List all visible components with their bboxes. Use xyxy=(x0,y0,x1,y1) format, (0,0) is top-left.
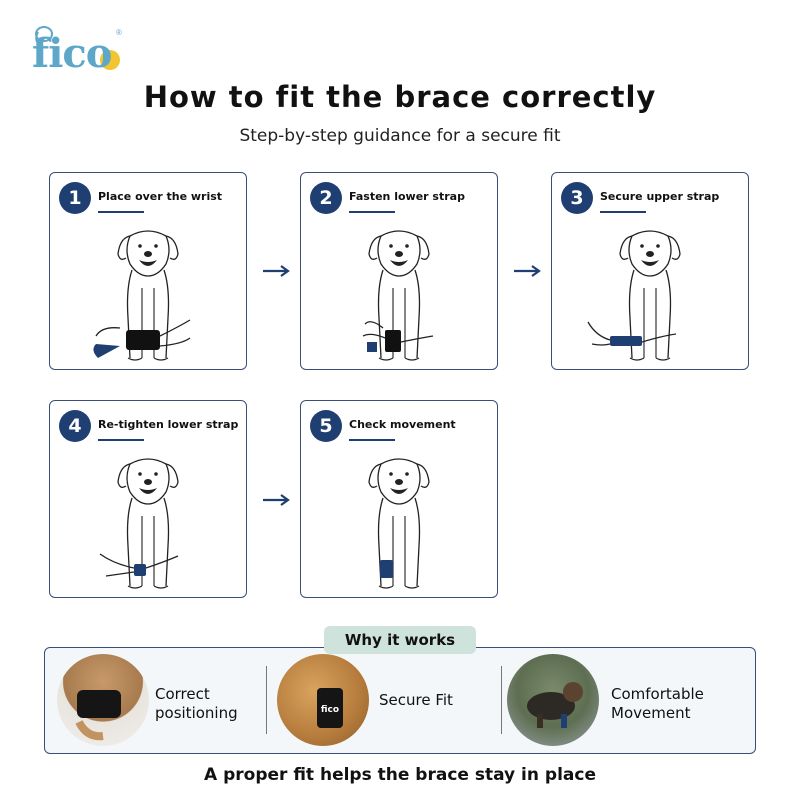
dog-brace-illustration xyxy=(552,218,748,368)
step-underline xyxy=(98,439,144,441)
page-subtitle: Step-by-step guidance for a secure fit xyxy=(239,126,561,146)
arrow-right-icon xyxy=(261,493,291,507)
footer-tagline: A proper fit helps the brace stay in place xyxy=(204,765,596,785)
logo-wordmark: fico xyxy=(32,30,112,77)
step-underline xyxy=(349,211,395,213)
why-item-secure-fit xyxy=(267,648,501,752)
step-number-badge: 2 xyxy=(310,182,342,214)
step-underline xyxy=(349,439,395,441)
dog-brace-illustration xyxy=(301,446,497,596)
step-number-badge: 1 xyxy=(59,182,91,214)
why-item-comfortable-movement xyxy=(502,648,754,752)
step-underline xyxy=(98,211,144,213)
why-item-text: Secure Fit xyxy=(379,691,453,709)
why-item-text: Comfortable Movement xyxy=(611,685,704,722)
step-label: Check movement xyxy=(349,418,456,431)
dog-brace-illustration xyxy=(50,446,246,596)
arrow-right-icon xyxy=(512,264,542,278)
step-label: Secure upper strap xyxy=(600,190,720,203)
photo-brand-label: fico xyxy=(320,705,340,715)
brace-on-paw-photo xyxy=(57,654,149,746)
arrow-right-icon xyxy=(261,264,291,278)
step-underline xyxy=(600,211,646,213)
step-card-2 xyxy=(300,172,498,370)
step-card-3 xyxy=(551,172,749,370)
why-it-works-panel xyxy=(44,647,756,754)
why-item-text: Correct positioning xyxy=(155,685,238,722)
dog-brace-illustration xyxy=(301,218,497,368)
step-number-badge: 4 xyxy=(59,410,91,442)
dog-walking-photo xyxy=(507,654,599,746)
registered-mark: ® xyxy=(116,28,122,37)
page-title: How to fit the brace correctly xyxy=(143,80,657,114)
why-item-correct-positioning xyxy=(45,648,265,752)
step-label: Re-tighten lower strap xyxy=(98,418,239,431)
dog-brace-illustration xyxy=(50,218,246,368)
why-it-works-badge: Why it works xyxy=(324,626,476,654)
step-label: Fasten lower strap xyxy=(349,190,465,203)
step-card-5 xyxy=(300,400,498,598)
brand-logo xyxy=(30,24,140,79)
step-card-4 xyxy=(49,400,247,598)
brace-closeup-photo xyxy=(277,654,369,746)
step-number-badge: 3 xyxy=(561,182,593,214)
step-card-1 xyxy=(49,172,247,370)
step-label: Place over the wrist xyxy=(98,190,223,203)
step-number-badge: 5 xyxy=(310,410,342,442)
